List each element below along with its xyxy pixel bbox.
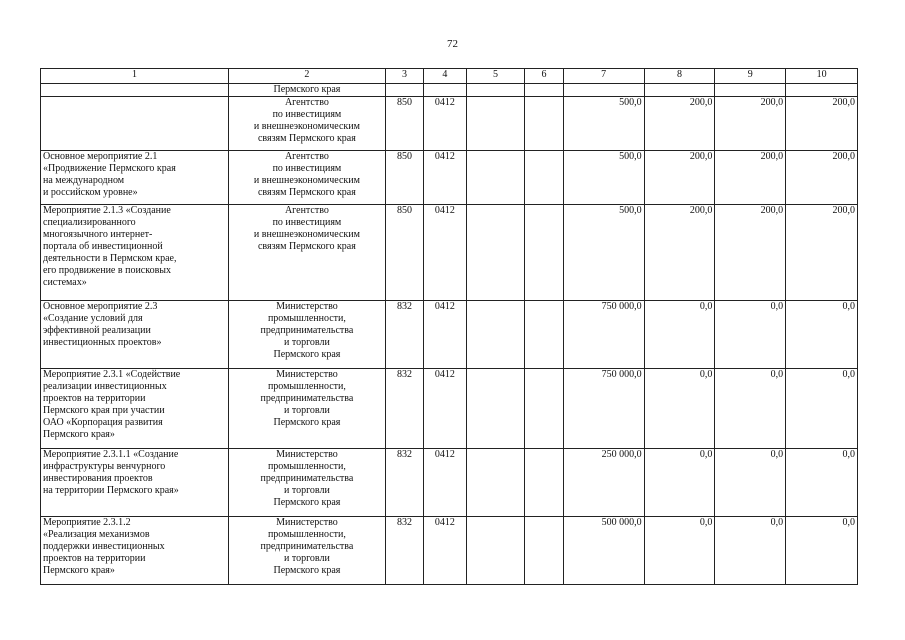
activity-name-line: реализации инвестиционных <box>43 381 167 392</box>
table-row <box>41 151 858 205</box>
header-row <box>41 69 858 84</box>
activity-name-cell <box>41 151 229 205</box>
responsible-org-line: и внешнеэкономическим <box>253 121 360 132</box>
cell-col-9: 0,0 <box>715 369 786 449</box>
table-row <box>41 369 858 449</box>
cell-col-7: 750 000,0 <box>563 369 644 449</box>
responsible-org-line: Министерство <box>276 301 338 312</box>
cell-col-7: 500 000,0 <box>563 517 644 585</box>
activity-name-line: на международном <box>43 175 125 186</box>
responsible-org-line: Министерство <box>276 369 338 380</box>
cell-col-10: 200,0 <box>786 97 858 151</box>
responsible-org-line: связям Пермского края <box>257 133 356 144</box>
column-header: 3 <box>385 69 423 84</box>
responsible-org-line: предпринимательства <box>260 325 354 336</box>
activity-name-line: системах» <box>43 277 87 288</box>
responsible-org-line: связям Пермского края <box>257 241 356 252</box>
cell-col-4: 0412 <box>424 205 466 301</box>
activity-name-cell <box>41 84 229 97</box>
activity-name-line: многоязычного интернет- <box>43 229 153 240</box>
cell-col-6 <box>525 369 563 449</box>
cell-col-8: 0,0 <box>644 301 715 369</box>
activity-name-line: Основное мероприятие 2.3 <box>43 301 158 312</box>
cell-col-3: 832 <box>385 369 423 449</box>
cell-col-10: 200,0 <box>786 205 858 301</box>
activity-name-line: портала об инвестиционной <box>43 241 163 252</box>
activity-name-line: его продвижение в поисковых <box>43 265 172 276</box>
cell-col-8: 200,0 <box>644 151 715 205</box>
cell-col-9: 200,0 <box>715 205 786 301</box>
responsible-org-line: Пермского края <box>273 349 341 360</box>
cell-col-5 <box>466 301 525 369</box>
responsible-org-cell <box>229 517 386 585</box>
column-header: 6 <box>525 69 563 84</box>
responsible-org-line: по инвестициям <box>272 217 342 228</box>
cell-col-3 <box>385 84 423 97</box>
column-header: 4 <box>424 69 466 84</box>
table-row <box>41 449 858 517</box>
responsible-org-cell <box>229 205 386 301</box>
responsible-org-line: предпринимательства <box>260 393 354 404</box>
activity-name-cell <box>41 449 229 517</box>
activity-name-cell <box>41 517 229 585</box>
cell-col-10: 0,0 <box>786 369 858 449</box>
activity-name-line: Мероприятие 2.1.3 «Создание <box>43 205 171 216</box>
cell-col-6 <box>525 301 563 369</box>
responsible-org-cell <box>229 84 386 97</box>
responsible-org-line: предпринимательства <box>260 541 354 552</box>
cell-col-5 <box>466 151 525 205</box>
cell-col-9: 0,0 <box>715 517 786 585</box>
responsible-org-line: промышленности, <box>267 313 346 324</box>
cell-col-6 <box>525 517 563 585</box>
responsible-org-line: промышленности, <box>267 381 346 392</box>
activity-name-line: и российском уровне» <box>43 187 138 198</box>
responsible-org-line: Пермского края <box>273 417 341 428</box>
activity-name-line: Мероприятие 2.3.1.1 «Создание <box>43 449 179 460</box>
cell-col-4: 0412 <box>424 97 466 151</box>
responsible-org-line: и внешнеэкономическим <box>253 175 360 186</box>
cell-col-9: 200,0 <box>715 97 786 151</box>
cell-col-3: 832 <box>385 517 423 585</box>
activity-name-line: «Продвижение Пермского края <box>43 163 176 174</box>
activity-name-line: Пермского края» <box>43 429 115 440</box>
activity-name-line: проектов на территории <box>43 553 146 564</box>
responsible-org-line: Пермского края <box>273 497 341 508</box>
cell-col-7: 500,0 <box>563 151 644 205</box>
activity-name-line: Основное мероприятие 2.1 <box>43 151 158 162</box>
cell-col-5 <box>466 84 525 97</box>
cell-col-5 <box>466 369 525 449</box>
responsible-org-cell <box>229 449 386 517</box>
cell-col-8: 0,0 <box>644 449 715 517</box>
cell-col-4: 0412 <box>424 369 466 449</box>
cell-col-7: 500,0 <box>563 205 644 301</box>
activity-name-line: ОАО «Корпорация развития <box>43 417 163 428</box>
activity-name-line: эффективной реализации <box>43 325 151 336</box>
responsible-org-cell <box>229 369 386 449</box>
responsible-org-cell <box>229 301 386 369</box>
activity-name-line: Пермского края при участии <box>43 405 165 416</box>
responsible-org-line: Пермского края <box>273 565 341 576</box>
cell-col-8: 0,0 <box>644 517 715 585</box>
activity-name-line: «Реализация механизмов <box>43 529 150 540</box>
table-row <box>41 97 858 151</box>
cell-col-7: 500,0 <box>563 97 644 151</box>
responsible-org-line: и торговли <box>283 553 330 564</box>
table-body <box>41 84 858 585</box>
cell-col-7 <box>563 84 644 97</box>
cell-col-3: 850 <box>385 205 423 301</box>
responsible-org-line: и торговли <box>283 405 330 416</box>
cell-col-6 <box>525 84 563 97</box>
cell-col-4: 0412 <box>424 449 466 517</box>
program-table <box>40 68 858 585</box>
table-row <box>41 301 858 369</box>
responsible-org-line: связям Пермского края <box>257 187 356 198</box>
cell-col-4: 0412 <box>424 301 466 369</box>
cell-col-4: 0412 <box>424 517 466 585</box>
responsible-org-line: Пермского края <box>273 84 341 95</box>
responsible-org-line: Агентство <box>284 151 329 162</box>
table-row <box>41 517 858 585</box>
responsible-org-line: Министерство <box>276 517 338 528</box>
column-header: 1 <box>41 69 229 84</box>
cell-col-10: 200,0 <box>786 151 858 205</box>
cell-col-5 <box>466 449 525 517</box>
cell-col-5 <box>466 97 525 151</box>
cell-col-8: 0,0 <box>644 369 715 449</box>
responsible-org-line: и внешнеэкономическим <box>253 229 360 240</box>
table-row <box>41 84 858 97</box>
responsible-org-line: предпринимательства <box>260 473 354 484</box>
responsible-org-line: Агентство <box>284 205 329 216</box>
activity-name-line: «Создание условий для <box>43 313 143 324</box>
activity-name-cell <box>41 205 229 301</box>
column-header: 7 <box>563 69 644 84</box>
activity-name-line: инвестирования проектов <box>43 473 153 484</box>
responsible-org-line: по инвестициям <box>272 163 342 174</box>
activity-name-line: инфраструктуры венчурного <box>43 461 166 472</box>
cell-col-8: 200,0 <box>644 205 715 301</box>
page-number: 72 <box>447 38 458 50</box>
cell-col-3: 832 <box>385 301 423 369</box>
responsible-org-line: и торговли <box>283 337 330 348</box>
column-header: 8 <box>644 69 715 84</box>
activity-name-line: Пермского края» <box>43 565 115 576</box>
cell-col-9: 0,0 <box>715 301 786 369</box>
cell-col-7: 750 000,0 <box>563 301 644 369</box>
activity-name-line: проектов на территории <box>43 393 146 404</box>
activity-name-cell <box>41 97 229 151</box>
activity-name-line: деятельности в Пермском крае, <box>43 253 177 264</box>
cell-col-4: 0412 <box>424 151 466 205</box>
activity-name-cell <box>41 369 229 449</box>
cell-col-10 <box>786 84 858 97</box>
cell-col-8: 200,0 <box>644 97 715 151</box>
cell-col-6 <box>525 151 563 205</box>
cell-col-3: 850 <box>385 97 423 151</box>
activity-name-cell <box>41 301 229 369</box>
activity-name-line: Мероприятие 2.3.1.2 <box>43 517 131 528</box>
activity-name-line: инвестиционных проектов» <box>43 337 162 348</box>
responsible-org-line: по инвестициям <box>272 109 342 120</box>
responsible-org-cell <box>229 97 386 151</box>
table-row <box>41 205 858 301</box>
cell-col-10: 0,0 <box>786 449 858 517</box>
responsible-org-line: промышленности, <box>267 461 346 472</box>
column-header: 2 <box>229 69 386 84</box>
responsible-org-line: промышленности, <box>267 529 346 540</box>
cell-col-7: 250 000,0 <box>563 449 644 517</box>
cell-col-6 <box>525 205 563 301</box>
cell-col-10: 0,0 <box>786 301 858 369</box>
cell-col-3: 850 <box>385 151 423 205</box>
responsible-org-line: Агентство <box>284 97 329 108</box>
activity-name-line: Мероприятие 2.3.1 «Содействие <box>43 369 181 380</box>
cell-col-9 <box>715 84 786 97</box>
cell-col-8 <box>644 84 715 97</box>
responsible-org-line: Министерство <box>276 449 338 460</box>
cell-col-5 <box>466 205 525 301</box>
cell-col-4 <box>424 84 466 97</box>
responsible-org-line: и торговли <box>283 485 330 496</box>
cell-col-6 <box>525 449 563 517</box>
cell-col-6 <box>525 97 563 151</box>
cell-col-9: 200,0 <box>715 151 786 205</box>
cell-col-3: 832 <box>385 449 423 517</box>
activity-name-line: на территории Пермского края» <box>43 485 179 496</box>
column-header: 9 <box>715 69 786 84</box>
cell-col-9: 0,0 <box>715 449 786 517</box>
activity-name-line: специализированного <box>43 217 136 228</box>
activity-name-line: поддержки инвестиционных <box>43 541 165 552</box>
cell-col-5 <box>466 517 525 585</box>
column-header: 10 <box>786 69 858 84</box>
cell-col-10: 0,0 <box>786 517 858 585</box>
column-header: 5 <box>466 69 525 84</box>
responsible-org-cell <box>229 151 386 205</box>
